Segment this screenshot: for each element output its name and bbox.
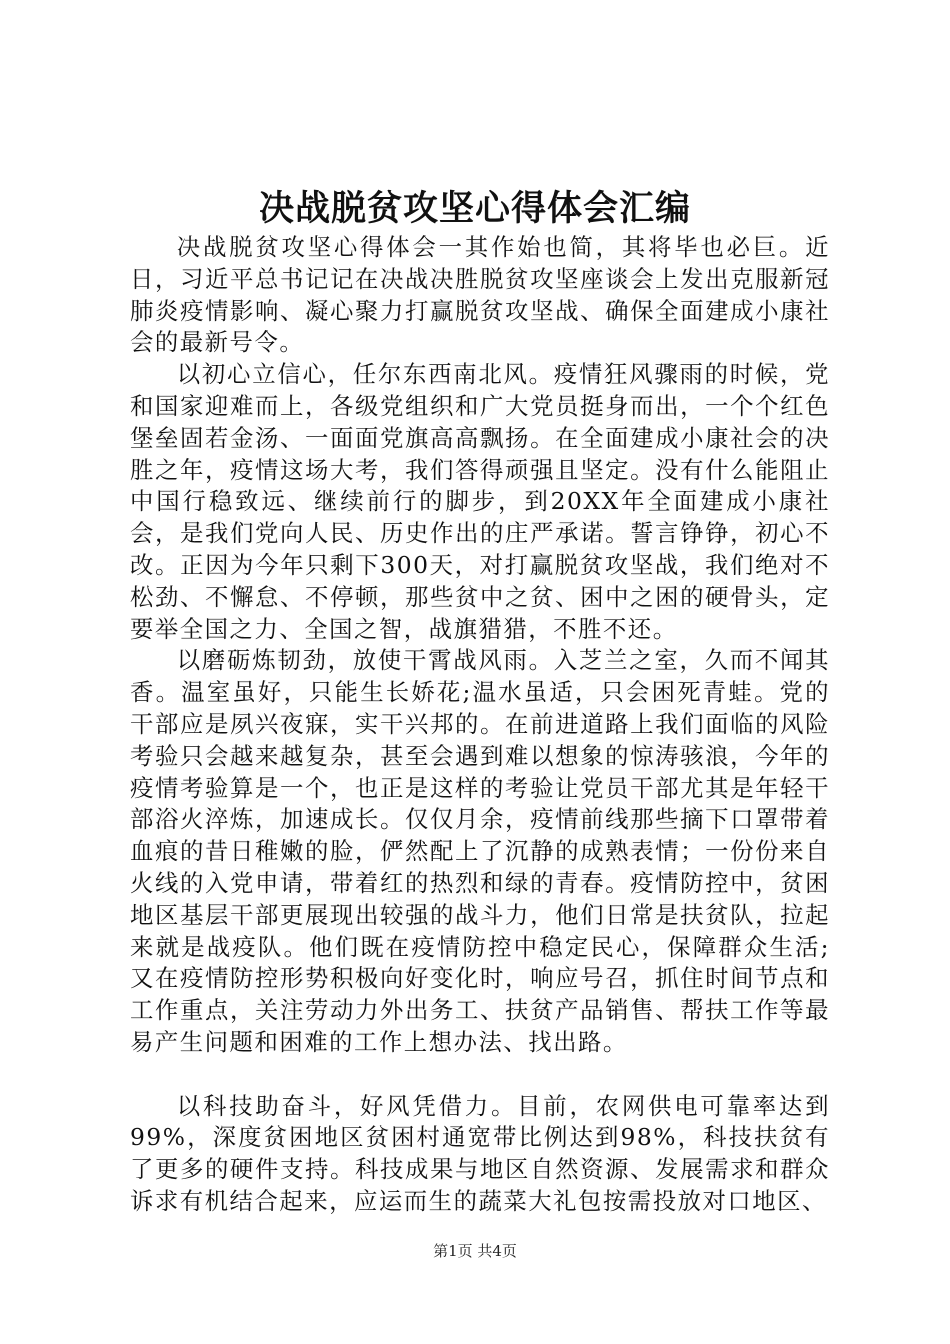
paragraph: 决战脱贫攻坚心得体会一其作始也简，其将毕也必巨。近日，习近平总书记记在决战决胜脱贫攻坚座谈会上发出克服新冠肺炎疫情影响、凝心聚力打赢脱贫攻坚战、确保全面建成小康社会的最新号令。 — [130, 233, 830, 357]
paragraph: 以初心立信心，任尔东西南北风。疫情狂风骤雨的时候，党和国家迎难而上，各级党组织和广大党员挺身而出，一个个红色堡垒固若金汤、一面面党旗高高飘扬。在全面建成小康社会的决胜之年，疫情这场大考，我们答得顽强且坚定。没有什么能阻止中国行稳致远、继续前行的脚步，到20XX年全面建成小康社会，是我们党向人民、历史作出的庄严承诺。誓言铮铮，初心不改。正因为今年只剩下300天，对打赢脱贫攻坚战，我们绝对不松劲、不懈怠、不停顿，那些贫中之贫、困中之困的硬骨头，定要举全国之力、全国之智，战旗猎猎，不胜不还。 — [130, 360, 830, 643]
document-title: 决战脱贫攻坚心得体会汇编 — [258, 188, 691, 229]
paragraph: 以科技助奋斗，好风凭借力。目前，农网供电可靠率达到99%，深度贫困地区贫困村通宽带比例达到98%，科技扶贫有了更多的硬件支持。科技成果与地区自然资源、发展需求和群众诉求有机结合起来，应运而生的蔬菜大礼包按需投放对口地区、 — [130, 1091, 830, 1215]
paragraph: 以磨砺炼韧劲，放使干霄战风雨。入芝兰之室，久而不闻其香。温室虽好，只能生长娇花;温水虽适，只会困死青蛙。党的干部应是夙兴夜寐，实干兴邦的。在前进道路上我们面临的风险考验只会越来越复杂，甚至会遇到难以想象的惊涛骇浪，今年的疫情考验算是一个，也正是这样的考验让党员干部尤其是年轻干部浴火淬炼，加速成长。仅仅月余，疫情前线那些摘下口罩带着血痕的昔日稚嫩的脸，俨然配上了沉静的成熟表情；一份份来自火线的入党申请，带着红的热烈和绿的青春。疫情防控中，贫困地区基层干部更展现出较强的战斗力，他们日常是扶贫队，拉起来就是战疫队。他们既在疫情防控中稳定民心，保障群众生活;又在疫情防控形势积极向好变化时，响应号召，抓住时间节点和工作重点，关注劳动力外出务工、扶贫产品销售、帮扶工作等最易产生问题和困难的工作上想办法、找出路。 — [130, 646, 830, 1056]
document-body — [130, 232, 830, 1218]
page-number-footer: 第1页 共4页 — [433, 1242, 517, 1260]
